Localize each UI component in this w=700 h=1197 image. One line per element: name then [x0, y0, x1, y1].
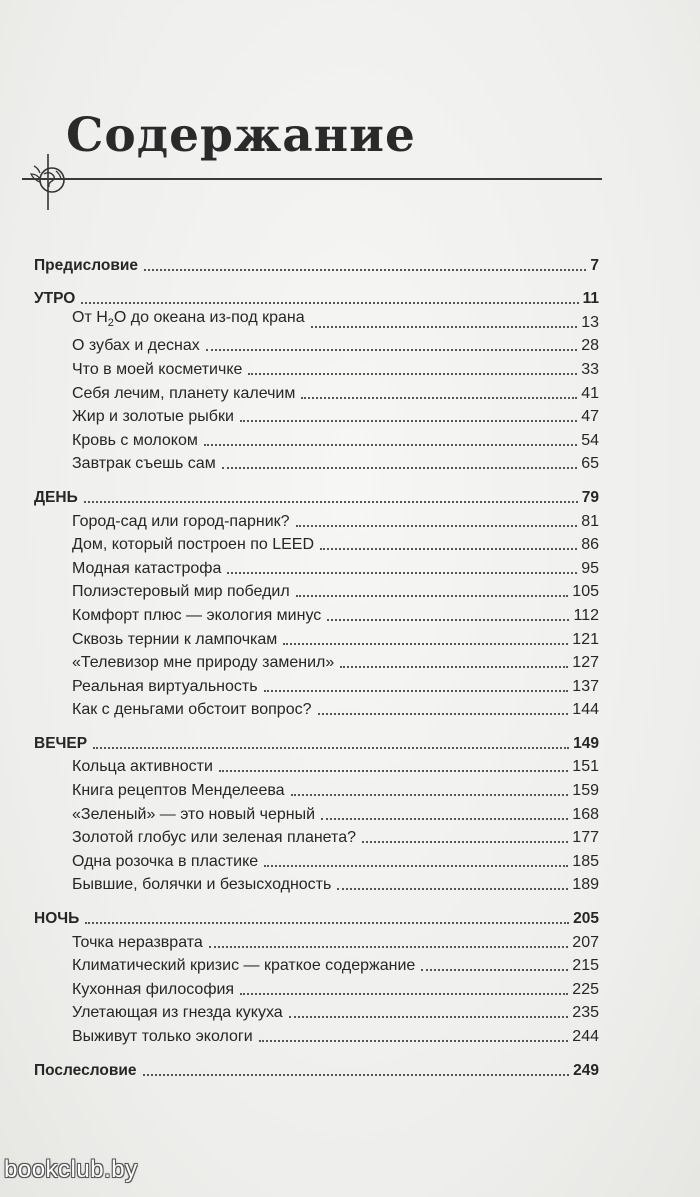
dot-leader: [240, 993, 568, 995]
toc-page-number: 177: [572, 829, 599, 847]
toc-entry[interactable]: [34, 754, 599, 778]
dot-leader: [219, 770, 568, 772]
toc-entry[interactable]: [34, 953, 599, 977]
toc-entry-label: Дом, который построен по LEED: [72, 536, 315, 554]
toc-entry[interactable]: [34, 673, 599, 697]
toc-page-number: 81: [581, 512, 599, 530]
toc-entry[interactable]: [34, 404, 599, 428]
dot-leader: [144, 269, 586, 271]
toc-page-number: 79: [581, 488, 599, 506]
toc-entry-label: Сквозь тернии к лампочкам: [72, 630, 278, 648]
toc-entry-label: Улетающая из гнезда кукуха: [72, 1004, 283, 1022]
toc-page-number: 189: [572, 876, 599, 894]
toc-page-number: 168: [572, 805, 599, 823]
toc-entry-label: «Телевизор мне природу заменил»: [72, 654, 335, 672]
toc-section-label: ВЕЧЕР: [34, 734, 88, 752]
toc-section-morning[interactable]: [34, 286, 599, 310]
toc-entry-label: Книга рецептов Менделеева: [72, 782, 285, 800]
toc-entry-label: Бывшие, болячки и безысходность: [72, 876, 332, 894]
toc-entry[interactable]: [34, 579, 599, 603]
dot-leader: [283, 643, 568, 645]
toc-page-number: 249: [573, 1061, 599, 1079]
site-watermark: bookclub.by: [4, 1156, 138, 1183]
toc-section-night[interactable]: [34, 905, 599, 929]
toc-entry-label: Послесловие: [34, 1061, 137, 1079]
title-underline: [22, 178, 602, 180]
dot-leader: [240, 420, 577, 422]
toc-page-number: 127: [572, 654, 599, 672]
toc-page-number: 207: [572, 933, 599, 951]
toc-page-number: 159: [572, 782, 599, 800]
toc-entry[interactable]: [34, 1023, 599, 1047]
toc-page-number: 151: [572, 758, 599, 776]
dot-leader: [362, 841, 568, 843]
dot-leader: [264, 690, 569, 692]
toc-page-number: 235: [572, 1004, 599, 1022]
toc-page-number: 11: [582, 290, 599, 308]
toc-entry-label: Полиэстеровый мир победил: [72, 583, 290, 601]
toc-entry[interactable]: [34, 427, 599, 451]
section-gap: [34, 276, 599, 286]
dot-leader: [291, 794, 569, 796]
toc-entry-label: Кольца активности: [72, 758, 213, 776]
toc-entry[interactable]: [34, 1000, 599, 1024]
toc-entry-label: Кровь с молоком: [72, 431, 198, 449]
toc-entry[interactable]: [34, 555, 599, 579]
toc-section-day[interactable]: [34, 484, 599, 508]
toc-page-number: 215: [572, 957, 599, 975]
dot-leader: [320, 548, 577, 550]
dot-leader: [248, 373, 577, 375]
dot-leader: [206, 349, 577, 351]
dot-leader: [81, 302, 578, 304]
dot-leader: [85, 922, 569, 924]
toc-entry[interactable]: [34, 532, 599, 556]
dot-leader: [296, 595, 569, 597]
dot-leader: [143, 1074, 570, 1076]
toc-entry-label: Завтрак съешь сам: [72, 455, 216, 473]
dot-leader: [204, 444, 577, 446]
toc-page-number: 41: [581, 384, 599, 402]
toc-page-number: 244: [572, 1028, 599, 1045]
toc-page-number: 28: [581, 337, 599, 355]
toc-entry[interactable]: [34, 650, 599, 674]
toc-page-number: 137: [572, 677, 599, 695]
dot-leader: [296, 525, 578, 527]
toc-entry[interactable]: [34, 801, 599, 825]
toc-entry-label: Как с деньгами обстоит вопрос?: [72, 701, 312, 719]
table-of-contents: [34, 252, 599, 1081]
toc-entry[interactable]: [34, 825, 599, 849]
toc-entry-label-prefix: От H: [72, 308, 108, 326]
toc-page-number: 13: [581, 313, 599, 331]
toc-page-number: 105: [572, 583, 599, 601]
subscript: 2: [107, 316, 114, 329]
toc-entry-afterword[interactable]: [34, 1057, 599, 1081]
dot-leader: [227, 572, 577, 574]
toc-page-number: 121: [572, 630, 599, 648]
dot-leader: [259, 1040, 569, 1042]
toc-entry-label: Климатический кризис — краткое содержание: [72, 957, 416, 975]
dot-leader: [321, 818, 568, 820]
toc-page-number: 7: [590, 256, 599, 274]
dot-leader: [289, 1016, 569, 1018]
toc-entry[interactable]: [34, 929, 599, 953]
toc-entry[interactable]: [34, 976, 599, 1000]
toc-entry-label: Город-сад или город-парник?: [72, 512, 290, 530]
toc-entry[interactable]: [34, 309, 599, 333]
dot-leader: [93, 747, 569, 749]
toc-entry[interactable]: [34, 848, 599, 872]
toc-page-number: 112: [573, 606, 599, 624]
toc-entry-label: Комфорт плюс — экология минус: [72, 606, 322, 624]
dot-leader: [301, 397, 577, 399]
section-gap: [34, 1047, 599, 1057]
dot-leader: [340, 666, 568, 668]
toc-entry[interactable]: [34, 333, 599, 357]
section-gap: [34, 474, 599, 484]
toc-entry[interactable]: [34, 697, 599, 721]
toc-section-label: ДЕНЬ: [34, 488, 78, 506]
toc-entry[interactable]: [34, 508, 599, 532]
toc-entry-label: [72, 308, 305, 333]
toc-section-evening[interactable]: [34, 730, 599, 754]
toc-entry[interactable]: [34, 356, 599, 380]
toc-entry-label-suffix: O до океана из-под крана: [113, 308, 305, 326]
dot-leader: [84, 501, 578, 503]
toc-entry-label: Жир и золотые рыбки: [72, 408, 234, 426]
page-title: Содержание: [66, 108, 416, 163]
toc-entry-preface[interactable]: [34, 252, 599, 276]
dot-leader: [222, 467, 578, 469]
toc-page-number: 86: [581, 536, 599, 554]
dot-leader: [421, 969, 568, 971]
toc-entry-label: «Зеленый» — это новый черный: [72, 805, 316, 823]
dot-leader: [209, 946, 569, 948]
toc-entry-label: Точка неразврата: [72, 933, 203, 951]
toc-entry-label: Модная катастрофа: [72, 559, 222, 577]
toc-entry-label: Одна розочка в пластике: [72, 852, 259, 870]
dot-leader: [318, 713, 569, 715]
toc-page-number: 225: [572, 980, 599, 998]
toc-entry-label: Себя лечим, планету калечим: [72, 384, 296, 402]
toc-entry-label: Реальная виртуальность: [72, 677, 258, 695]
toc-entry-label: Предисловие: [34, 256, 139, 274]
toc-entry-label: Кухонная философия: [72, 980, 235, 998]
toc-page-number: 54: [581, 431, 599, 449]
toc-page-number: 144: [572, 701, 599, 719]
toc-section-label: УТРО: [34, 290, 76, 308]
section-gap: [34, 895, 599, 905]
toc-entry-label: Что в моей косметичке: [72, 360, 243, 378]
toc-entry[interactable]: [34, 626, 599, 650]
toc-entry-label: Золотой глобус или зеленая планета?: [72, 829, 356, 847]
toc-entry[interactable]: [34, 380, 599, 404]
toc-entry-label: О зубах и деснах: [72, 337, 200, 355]
toc-section-label: НОЧЬ: [34, 910, 80, 928]
toc-entry[interactable]: [34, 602, 599, 626]
toc-page-number: 33: [581, 360, 599, 378]
toc-page-number: 149: [573, 734, 599, 752]
toc-entry-label: Выживут только экологи: [72, 1028, 253, 1045]
toc-page-number: 65: [581, 455, 599, 473]
section-gap: [34, 720, 599, 730]
dot-leader: [327, 619, 569, 621]
toc-page-number: 47: [581, 408, 599, 426]
toc-page-number: 185: [572, 852, 599, 870]
toc-page-number: 95: [581, 559, 599, 577]
toc-entry[interactable]: [34, 777, 599, 801]
dot-leader: [264, 865, 568, 867]
toc-page-number: 205: [573, 910, 599, 928]
dot-leader: [311, 326, 578, 328]
toc-entry[interactable]: [34, 451, 599, 475]
dot-leader: [337, 888, 568, 890]
toc-entry[interactable]: [34, 872, 599, 896]
